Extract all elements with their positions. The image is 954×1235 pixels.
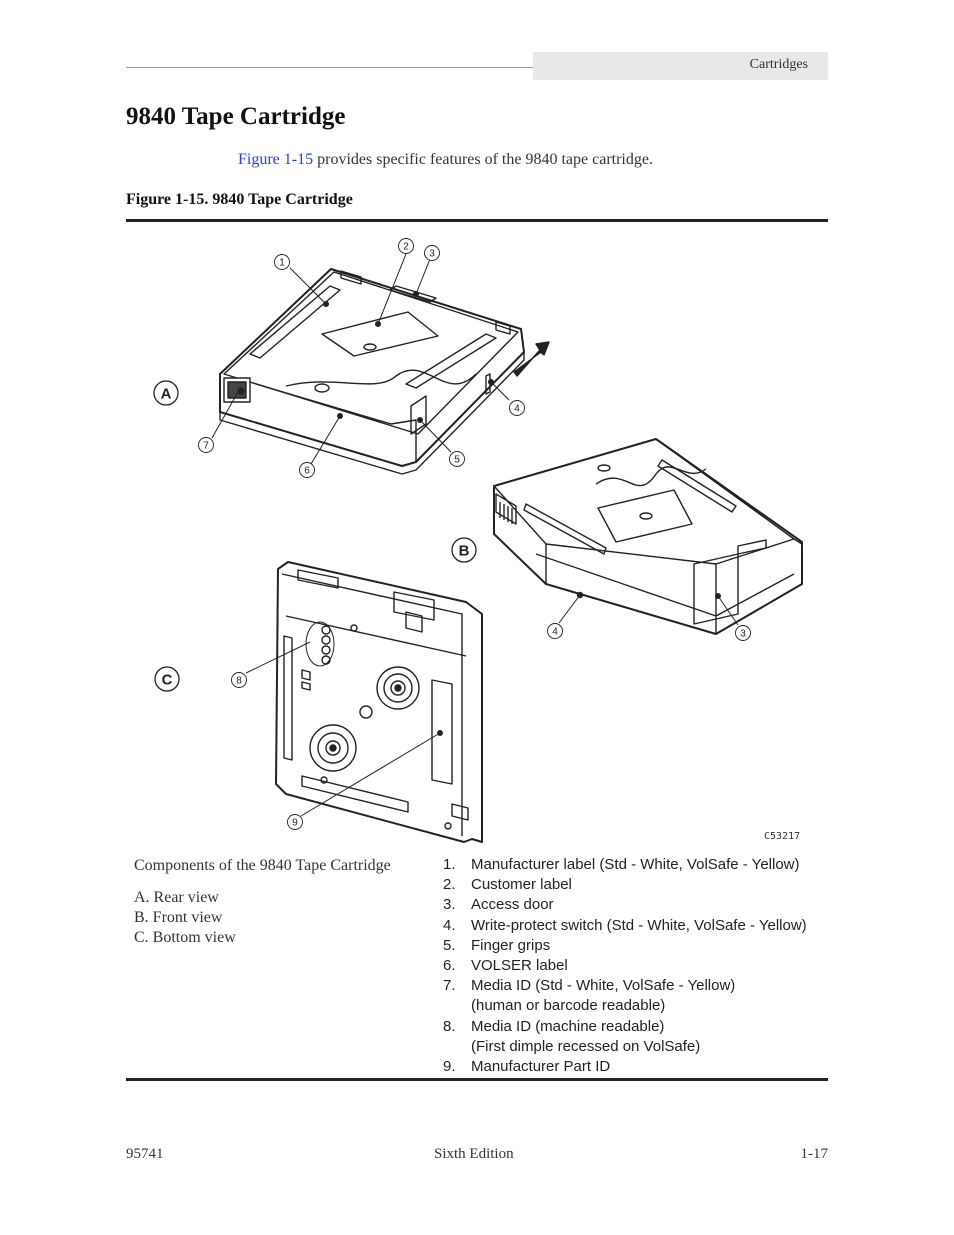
header-section-tab [533,52,828,80]
callout-7: 7 [203,440,209,452]
intro-paragraph [238,151,653,169]
component-item: 6. VOLSER label [443,957,568,975]
callout-4: 4 [514,403,520,415]
figure-top-rule [126,219,828,222]
legend-title: Components of the 9840 Tape Cartridge [134,857,391,874]
component-item: 3. Access door [443,896,554,914]
component-item: 7. Media ID (Std - White, VolSafe - Yellow) (human or barcode readable) [443,977,736,1015]
figure-caption: Figure 1-15. 9840 Tape Cartridge [126,191,353,208]
footer-doc-number: 95741 [126,1146,164,1162]
cartridge-front-view [494,439,802,634]
cartridge-bottom-view [276,562,482,842]
legend-view-a: A. Rear view [134,889,219,906]
components-list [443,855,807,1077]
callout-6: 6 [304,465,310,477]
legend-view-c: C. Bottom view [134,929,236,946]
cartridge-illustration [126,224,828,854]
callout-2: 2 [403,241,409,253]
callout-1: 1 [279,257,285,269]
callout-4b: 4 [552,626,558,638]
cartridge-rear-view [220,269,549,474]
component-item: 9. Manufacturer Part ID [443,1058,611,1076]
figure-bottom-rule [126,1078,828,1081]
component-item: 4. Write-protect switch (Std - White, VolSafe - Yellow) [443,916,807,934]
footer-edition: Sixth Edition [434,1146,514,1162]
header-rule [126,67,534,68]
component-item: 1. Manufacturer label (Std - White, VolSafe - Yellow) [443,856,800,873]
component-item: 8. Media ID (machine readable) (First dimple recessed on VolSafe) [443,1017,701,1055]
legend-view-b: B. Front view [134,909,223,926]
footer-page-number: 1-17 [800,1146,828,1162]
callout-3b: 3 [740,628,746,640]
component-item: 2. Customer label [443,876,572,894]
page-title: 9840 Tape Cartridge [126,103,346,130]
view-label-c: C [161,671,173,689]
figure-code: C53217 [764,831,801,842]
callout-5: 5 [454,454,460,466]
figure-link[interactable]: Figure 1-15 [238,151,314,168]
view-label-b: B [458,542,470,560]
callout-8: 8 [236,675,242,687]
intro-text: provides specific features of the 9840 tape cartridge. [313,151,653,168]
figure-legend [134,856,391,948]
callout-3: 3 [429,248,435,260]
view-label-a: A [160,385,172,403]
header-section-label: Cartridges [749,57,808,72]
component-item: 5. Finger grips [443,936,551,954]
callout-9: 9 [292,817,298,829]
